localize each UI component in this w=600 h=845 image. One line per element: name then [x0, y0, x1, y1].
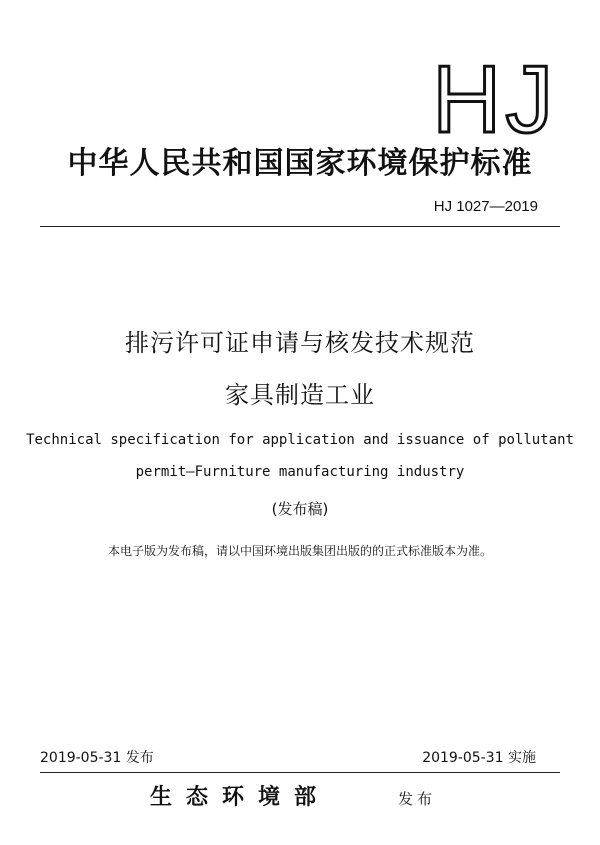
- issue-date: 2019-05-31 发布: [40, 750, 154, 766]
- bottom-divider: [40, 772, 560, 773]
- draft-note: (发布稿): [271, 500, 329, 518]
- document-title-line-1: 排污许可证申请与核发技术规范: [125, 329, 475, 357]
- implementation-date: 2019-05-31 实施: [422, 750, 536, 766]
- english-title-line-1: Technical specification for application and issuance of pollutant: [26, 432, 574, 448]
- english-title-line-2: permit—Furniture manufacturing industry: [135, 464, 465, 480]
- top-divider: [40, 226, 560, 227]
- issuing-authority: 生态环境部: [150, 785, 331, 810]
- publish-label: 发布: [398, 790, 437, 808]
- document-title-line-2: 家具制造工业: [225, 381, 375, 409]
- disclaimer-text: 本电子版为发布稿，请以中国环境出版集团出版的的正式标准版本为准。: [107, 544, 492, 558]
- standard-class-heading: 中华人民共和国国家环境保护标准: [67, 146, 533, 181]
- hj-logo: HJ: [432, 46, 558, 153]
- standard-number: HJ 1027—2019: [433, 198, 538, 215]
